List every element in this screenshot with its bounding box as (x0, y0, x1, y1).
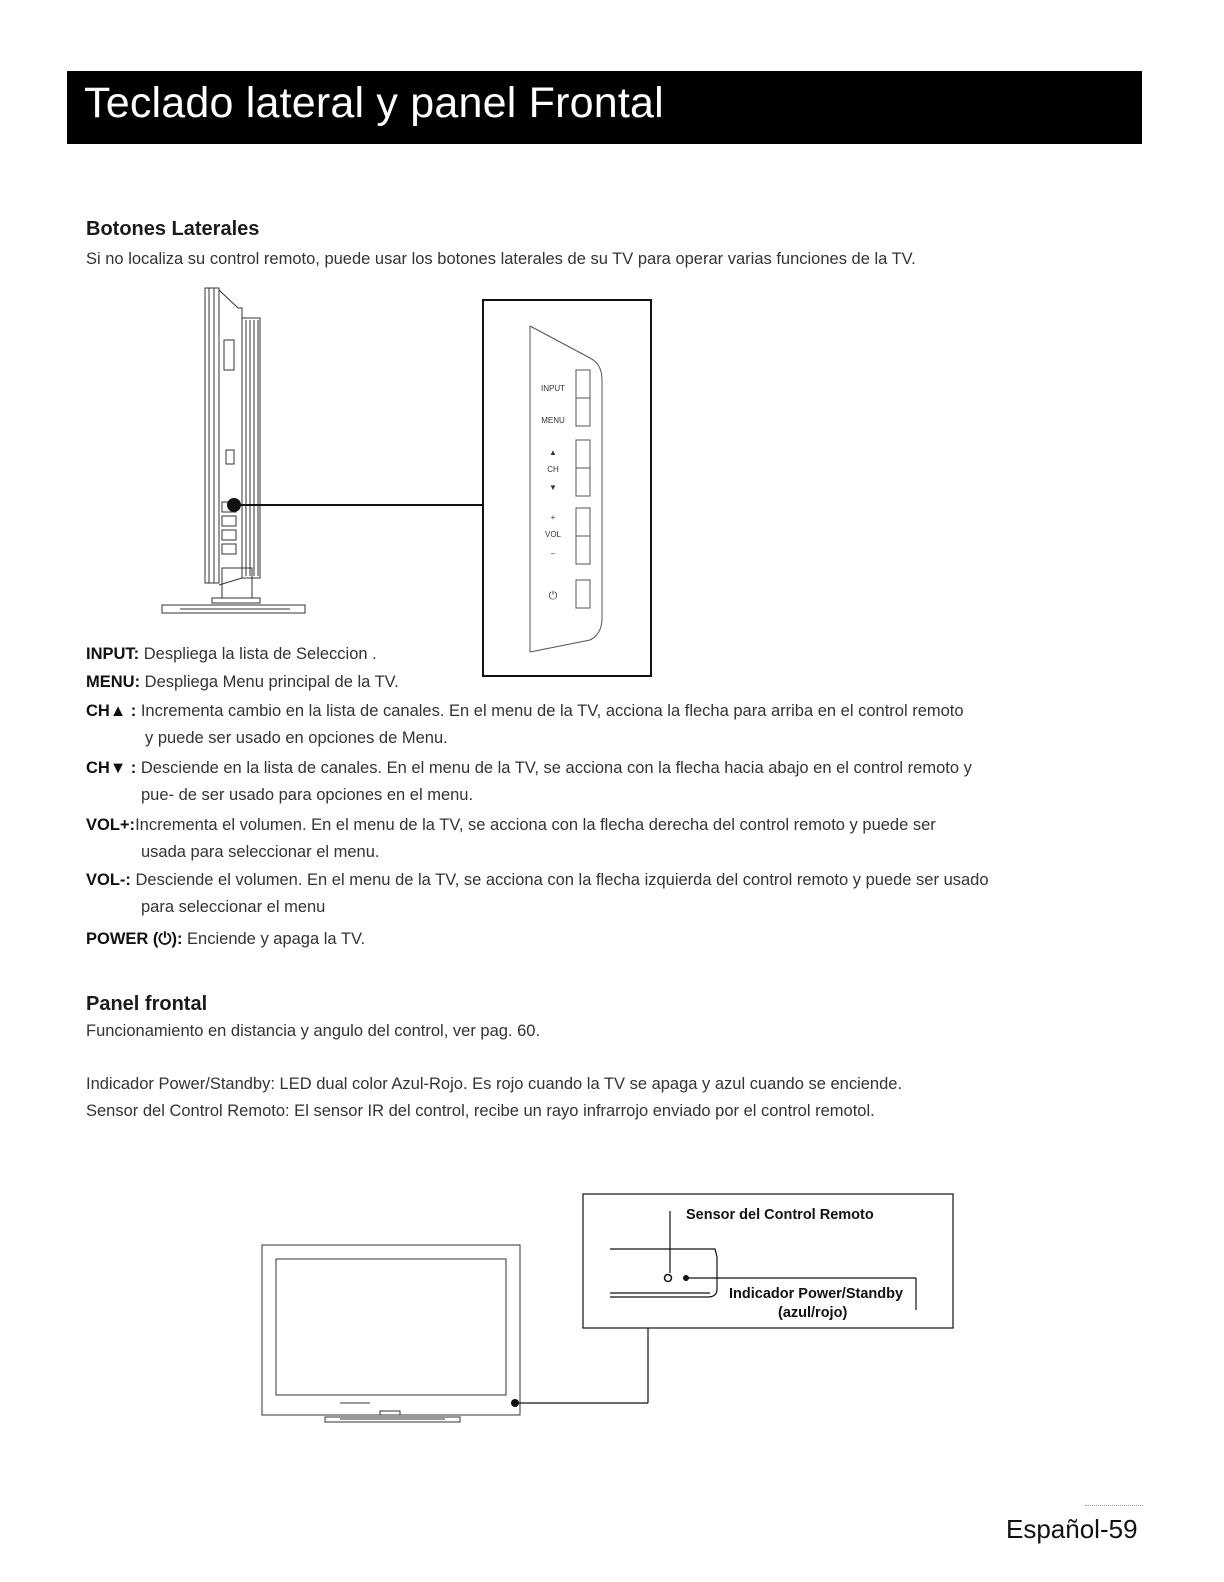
front-panel-intro: Funcionamiento en distancia y angulo del control, ver pag. 60. (86, 1022, 541, 1040)
def-vol-minus-cont: para seleccionar el menu (141, 898, 326, 916)
power-icon: ⏻ (548, 590, 558, 602)
panel-label-ch: CH (547, 465, 559, 474)
page-number: Español-59 (1006, 1514, 1138, 1544)
panel-label-ch-up: ▲ (549, 448, 557, 457)
page-title: Teclado lateral y panel Frontal (84, 79, 664, 127)
callout-indicator-sub: (azul/rojo) (778, 1305, 848, 1321)
def-ch-down: CH▼ : Desciende en la lista de canales. En el menu de la TV, se acciona con la flecha hacia abajo en el control remoto y (86, 759, 972, 777)
def-vol-plus-cont: usada para seleccionar el menu. (141, 843, 380, 861)
tv-side-view-diagram (150, 280, 670, 680)
def-power: POWER (⏻): Enciende y apaga la TV. (86, 930, 366, 948)
def-ch-up-cont: y puede ser usado en opciones de Menu. (145, 729, 448, 747)
panel-label-minus: – (550, 549, 556, 558)
panel-label-plus: + (550, 513, 556, 522)
def-ch-down-cont: pue- de ser usado para opciones en el menu. (141, 786, 474, 804)
def-vol-plus: VOL+:Incrementa el volumen. En el menu de la TV, se acciona con la flecha derecha del control remoto y puede ser (86, 816, 936, 834)
front-panel-sensor-desc: Sensor del Control Remoto: El sensor IR del control, recibe un rayo infrarrojo enviado por el control remotol. (86, 1102, 875, 1120)
def-vol-minus: VOL-: Desciende el volumen. En el menu de la TV, se acciona con la flecha izquierda del control remoto y puede ser usado (86, 871, 989, 889)
panel-label-menu: MENU (541, 416, 565, 425)
callout-sensor-label: Sensor del Control Remoto (686, 1207, 874, 1223)
def-input: INPUT: Despliega la lista de Seleccion . (86, 645, 377, 663)
title-bar (67, 71, 1142, 144)
side-buttons-heading: Botones Laterales (86, 218, 260, 240)
front-panel-heading: Panel frontal (86, 993, 208, 1015)
panel-label-ch-down: ▼ (549, 483, 557, 492)
front-panel-indicator-desc: Indicador Power/Standby: LED dual color Azul-Rojo. Es rojo cuando la TV se apaga y azul cuando se enciende. (86, 1075, 903, 1093)
def-menu: MENU: Despliega Menu principal de la TV. (86, 673, 399, 691)
panel-label-vol: VOL (544, 530, 562, 539)
callout-indicator-label: Indicador Power/Standby (729, 1286, 904, 1302)
footer-rule (1085, 1505, 1143, 1506)
def-ch-up: CH▲ : Incrementa cambio en la lista de canales. En el menu de la TV, acciona la flecha para arriba en el control remoto (86, 702, 964, 720)
panel-label-input: INPUT (541, 384, 565, 393)
side-buttons-intro: Si no localiza su control remoto, puede usar los botones laterales de su TV para operar varias funciones de la TV. (86, 250, 916, 268)
